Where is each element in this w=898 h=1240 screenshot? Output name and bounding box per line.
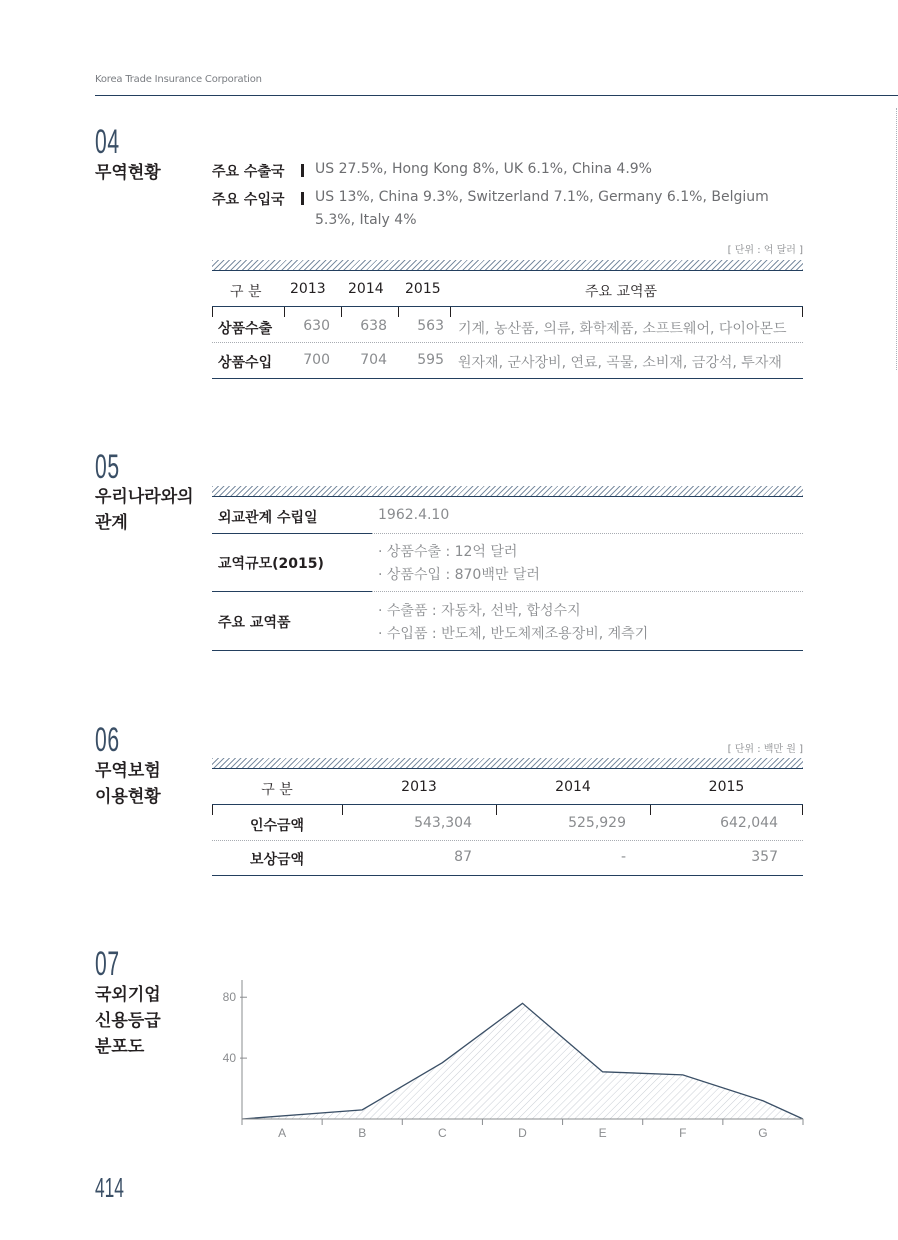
table-06-tick	[342, 805, 343, 815]
table-06-tick	[496, 805, 497, 815]
relation-label-diplomatic: 외교관계 수립일	[218, 510, 318, 526]
x-tick-label: D	[518, 1126, 527, 1140]
table-05-label-rule	[212, 533, 372, 534]
x-tick-label: G	[758, 1126, 768, 1140]
table-06-header-rule	[212, 804, 803, 805]
table-04-row-divider	[212, 342, 803, 343]
row-imports-2014: 704	[360, 352, 387, 368]
table-04-tick	[398, 307, 399, 317]
page-number: 414	[95, 1172, 124, 1203]
relation-value-diplomatic: 1962.4.10	[378, 507, 450, 523]
row-underwriting-label: 인수금액	[249, 818, 305, 834]
relation-label-items: 주요 교역품	[218, 615, 291, 631]
row-underwriting-2015: 642,044	[720, 815, 778, 831]
section-06-title-line-1: 무역보험	[95, 761, 161, 781]
row-imports-2013: 700	[303, 352, 330, 368]
section-07-title-line-3: 분포도	[95, 1037, 145, 1057]
table-04-hatch-header	[212, 260, 803, 271]
row-exports-label: 상품수출	[218, 321, 273, 337]
table-05-bottom-rule	[212, 650, 803, 651]
imports-value-line-2: 5.3%, Italy 4%	[315, 212, 417, 228]
table-04-header-2015: 2015	[405, 281, 441, 297]
row-exports-2014: 638	[360, 318, 387, 334]
relation-label-trade-volume: 교역규모(2015)	[218, 556, 324, 572]
table-04-tick	[284, 307, 285, 317]
table-06-header-2013: 2013	[401, 779, 437, 795]
table-05-hatch-header	[212, 486, 803, 497]
y-tick-label: 40	[222, 1051, 236, 1066]
imports-value-line-1: US 13%, China 9.3%, Switzerland 7.1%, Germany 6.1%, Belgium	[315, 189, 769, 205]
section-06-unit: [ 단위 : 백만 원 ]	[727, 744, 803, 755]
table-04-tick	[212, 307, 213, 317]
x-tick-label: B	[358, 1126, 367, 1140]
section-04-number: 04	[95, 123, 120, 161]
section-05-title-line-1: 우리나라와의	[95, 487, 194, 507]
row-compensation-2013: 87	[454, 849, 472, 865]
table-06-header-2014: 2014	[555, 779, 591, 795]
section-05-number: 05	[95, 448, 120, 486]
section-04-title: 무역현황	[95, 163, 161, 183]
header-rule	[95, 95, 898, 96]
row-underwriting-2014: 525,929	[568, 815, 626, 831]
table-06-tick	[650, 805, 651, 815]
row-imports-items: 원자재, 군사장비, 연료, 곡물, 소비재, 금강석, 투자재	[458, 355, 782, 371]
table-04-header-items: 주요 교역품	[585, 284, 658, 300]
row-imports-label: 상품수입	[218, 355, 273, 371]
exports-value: US 27.5%, Hong Kong 8%, UK 6.1%, China 4.9%	[315, 161, 652, 177]
imports-divider	[301, 192, 304, 205]
table-04-tick	[802, 307, 803, 317]
exports-divider	[301, 164, 304, 177]
credit-distribution-chart	[200, 970, 820, 1150]
relation-value-export-items: · 수출품 : 자동차, 선박, 합성수지	[378, 603, 581, 619]
section-07-title-line-1: 국외기업	[95, 985, 161, 1005]
table-04-header-2013: 2013	[290, 281, 326, 297]
x-tick-label: F	[679, 1126, 687, 1140]
row-exports-2013: 630	[303, 318, 330, 334]
x-tick-label: A	[278, 1126, 287, 1140]
imports-label: 주요 수입국	[212, 192, 285, 208]
y-tick-label: 80	[222, 990, 236, 1005]
row-exports-items: 기계, 농산품, 의류, 화학제품, 소프트웨어, 다이아몬드	[458, 321, 787, 337]
table-05-label-rule	[212, 591, 372, 592]
section-07-number: 07	[95, 945, 120, 983]
side-dotted-rule	[896, 108, 897, 370]
table-06-row-divider	[212, 840, 803, 841]
section-06-number: 06	[95, 721, 120, 759]
table-04-header-rule	[212, 306, 803, 307]
row-compensation-2015: 357	[751, 849, 778, 865]
table-06-header-category: 구 분	[261, 782, 293, 798]
row-compensation-2014: -	[620, 849, 626, 865]
table-06-header-2015: 2015	[708, 779, 745, 795]
table-06-bottom-rule	[212, 875, 803, 876]
row-underwriting-2013: 543,304	[414, 815, 472, 831]
row-exports-2015: 563	[417, 318, 444, 334]
table-04-header-2014: 2014	[348, 281, 384, 297]
table-06-tick	[802, 805, 803, 815]
area-fill	[242, 1003, 803, 1119]
table-06-tick	[212, 805, 213, 815]
table-06-hatch-header	[212, 758, 803, 769]
section-07-title-line-2: 신용등급	[95, 1011, 161, 1031]
section-05-title-line-2: 관계	[95, 513, 128, 533]
table-04-bottom-rule	[212, 378, 803, 379]
section-04-unit: [ 단위 : 억 달러 ]	[727, 245, 803, 256]
x-tick-label: E	[598, 1126, 607, 1140]
table-04-header-category: 구 분	[230, 284, 262, 300]
relation-value-trade-import: · 상품수입 : 870백만 달러	[378, 567, 540, 583]
section-06-title-line-2: 이용현황	[95, 787, 161, 807]
table-04-tick	[450, 307, 451, 317]
exports-label: 주요 수출국	[212, 164, 285, 180]
row-imports-2015: 595	[417, 352, 444, 368]
table-04-tick	[341, 307, 342, 317]
row-compensation-label: 보상금액	[249, 852, 305, 868]
relation-value-import-items: · 수입품 : 반도체, 반도체제조용장비, 계측기	[378, 626, 649, 642]
relation-value-trade-export: · 상품수출 : 12억 달러	[378, 544, 518, 560]
x-tick-label: C	[438, 1126, 447, 1140]
header-org: Korea Trade Insurance Corporation	[95, 74, 262, 85]
